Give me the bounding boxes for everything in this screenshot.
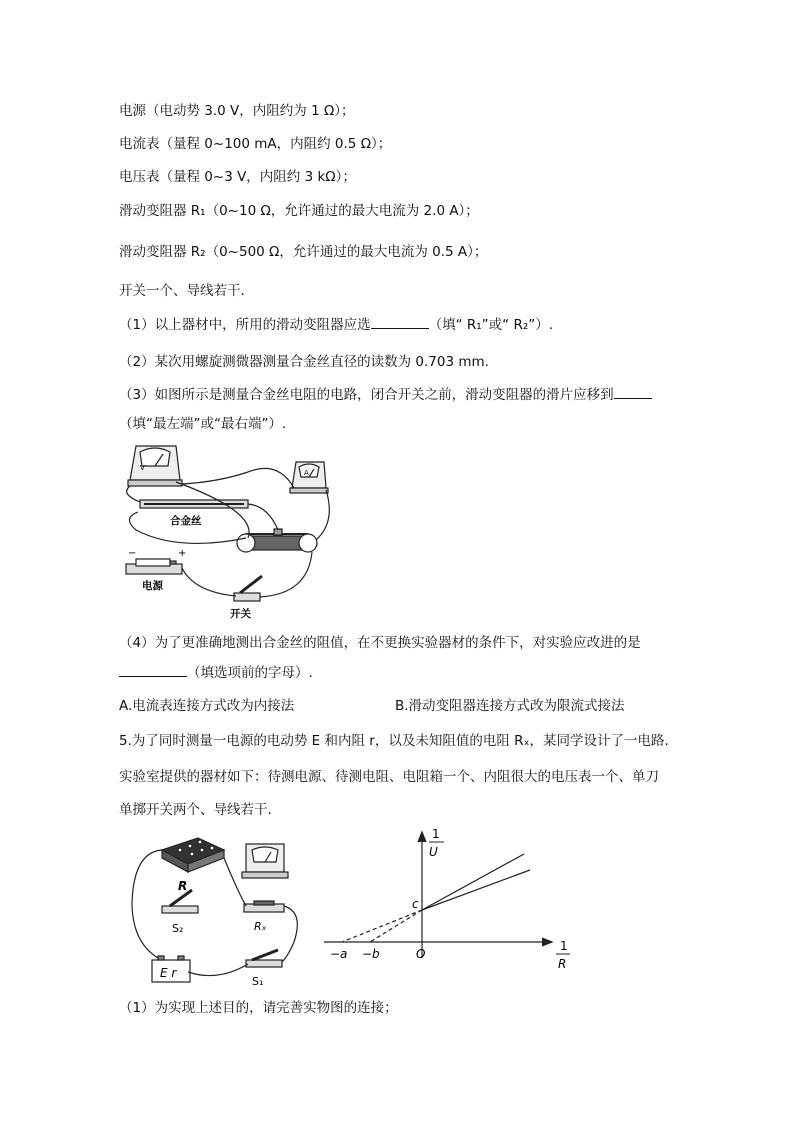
switch-s2-label: S₂ — [172, 922, 184, 935]
switch-s1-label: S₁ — [252, 975, 264, 988]
equipment-switch-wires: 开关一个、导线若干. — [119, 283, 245, 299]
alloy-label: 合金丝 — [170, 515, 202, 527]
equipment-rheostat-2: 滑动变阻器 R₂（0~500 Ω，允许通过的最大电流为 0.5 A）； — [119, 244, 488, 260]
x-axis-arrow — [542, 938, 552, 946]
y-label-denominator: U — [429, 845, 438, 859]
question-4-line-2 — [119, 663, 313, 683]
switch-label: 开关 — [230, 608, 251, 620]
battery-icon — [126, 559, 182, 574]
question-3-text: （3）如图所示是测量合金丝电阻的电路，闭合开关之前，滑动变阻器的滑片应移到 — [119, 387, 614, 403]
question-3-hint: （填“最左端”或“最右端”）. — [119, 416, 287, 432]
voltmeter-label: V — [140, 464, 145, 472]
problem-5-supplies-2: 单掷开关两个、导线若干. — [119, 802, 272, 818]
option-a: A.电流表连接方式改为内接法 — [119, 698, 295, 714]
question-2: （2）某次用螺旋测微器测量合金丝直径的读数为 0.703 mm. — [119, 354, 489, 370]
voltmeter-icon — [242, 844, 288, 878]
equipment-power: 电源（电动势 3.0 V，内阻约为 1 Ω）； — [119, 103, 355, 119]
extension-b — [370, 910, 422, 942]
circuit-figure-2 — [128, 832, 303, 994]
ammeter-icon — [290, 462, 328, 493]
line-lower — [422, 870, 530, 910]
intercept-a-label: −a — [330, 947, 348, 961]
graph-1u-vs-1r — [320, 828, 580, 980]
resistance-box-icon — [162, 838, 224, 872]
origin-label: O — [416, 947, 426, 961]
equipment-ammeter: 电流表（量程 0~100 mA，内阻约 0.5 Ω）； — [119, 136, 392, 152]
resistor-rx-icon — [244, 901, 284, 912]
battery-label: E r — [160, 966, 177, 980]
circuit-figure-1 — [118, 442, 333, 620]
battery-plus-sign: + — [178, 548, 187, 559]
equipment-rheostat-1: 滑动变阻器 R₁（0~10 Ω，允许通过的最大电流为 2.0 A）； — [119, 203, 479, 219]
option-b: B.滑动变阻器连接方式改为限流式接法 — [395, 698, 625, 714]
question-4-hint: （填选项前的字母）. — [187, 665, 313, 681]
x-label-denominator: R — [558, 957, 567, 971]
intercept-c-label: c — [412, 897, 419, 911]
y-axis-arrow — [418, 832, 426, 842]
question-3 — [119, 385, 652, 405]
voltmeter-icon — [128, 446, 182, 486]
answer-blank-4[interactable] — [119, 663, 187, 677]
line-upper — [422, 854, 524, 910]
ammeter-label: A — [304, 469, 309, 477]
switch-icon — [234, 576, 262, 601]
answer-blank-1[interactable] — [371, 315, 429, 329]
problem-5-supplies: 实验室提供的器材如下：待测电源、待测电阻、电阻箱一个、内阻很大的电压表一个、单刀 — [119, 769, 659, 785]
problem-5-sub-1: （1）为实现上述目的，请完善实物图的连接； — [119, 1000, 398, 1016]
question-1-hint: （填“ R₁”或“ R₂”）. — [428, 317, 554, 333]
switch-s1-icon — [246, 950, 282, 967]
intercept-b-label: −b — [362, 947, 380, 961]
question-4: （4）为了更准确地测出合金丝的阻值，在不更换实验器材的条件下，对实验应改进的是 — [119, 635, 641, 651]
question-1-text: （1）以上器材中，所用的滑动变阻器应选 — [119, 317, 371, 333]
resistor-rx-label: Rₓ — [254, 920, 267, 933]
problem-5-intro: 5.为了同时测量一电源的电动势 E 和内阻 r，以及未知阻值的电阻 Rₓ，某同学设计了一电路. — [119, 733, 669, 749]
switch-s2-icon — [162, 890, 198, 913]
question-1 — [119, 315, 553, 335]
resistance-box-label: R — [178, 879, 188, 893]
power-label: 电源 — [142, 580, 163, 592]
alloy-wire-icon — [140, 500, 248, 508]
extension-a — [342, 910, 422, 942]
equipment-voltmeter: 电压表（量程 0~3 V，内阻约 3 kΩ）； — [119, 169, 356, 185]
x-label-numerator: 1 — [560, 939, 568, 953]
battery-minus-sign: − — [128, 548, 137, 559]
y-label-numerator: 1 — [432, 827, 440, 841]
answer-blank-3[interactable] — [614, 385, 652, 399]
